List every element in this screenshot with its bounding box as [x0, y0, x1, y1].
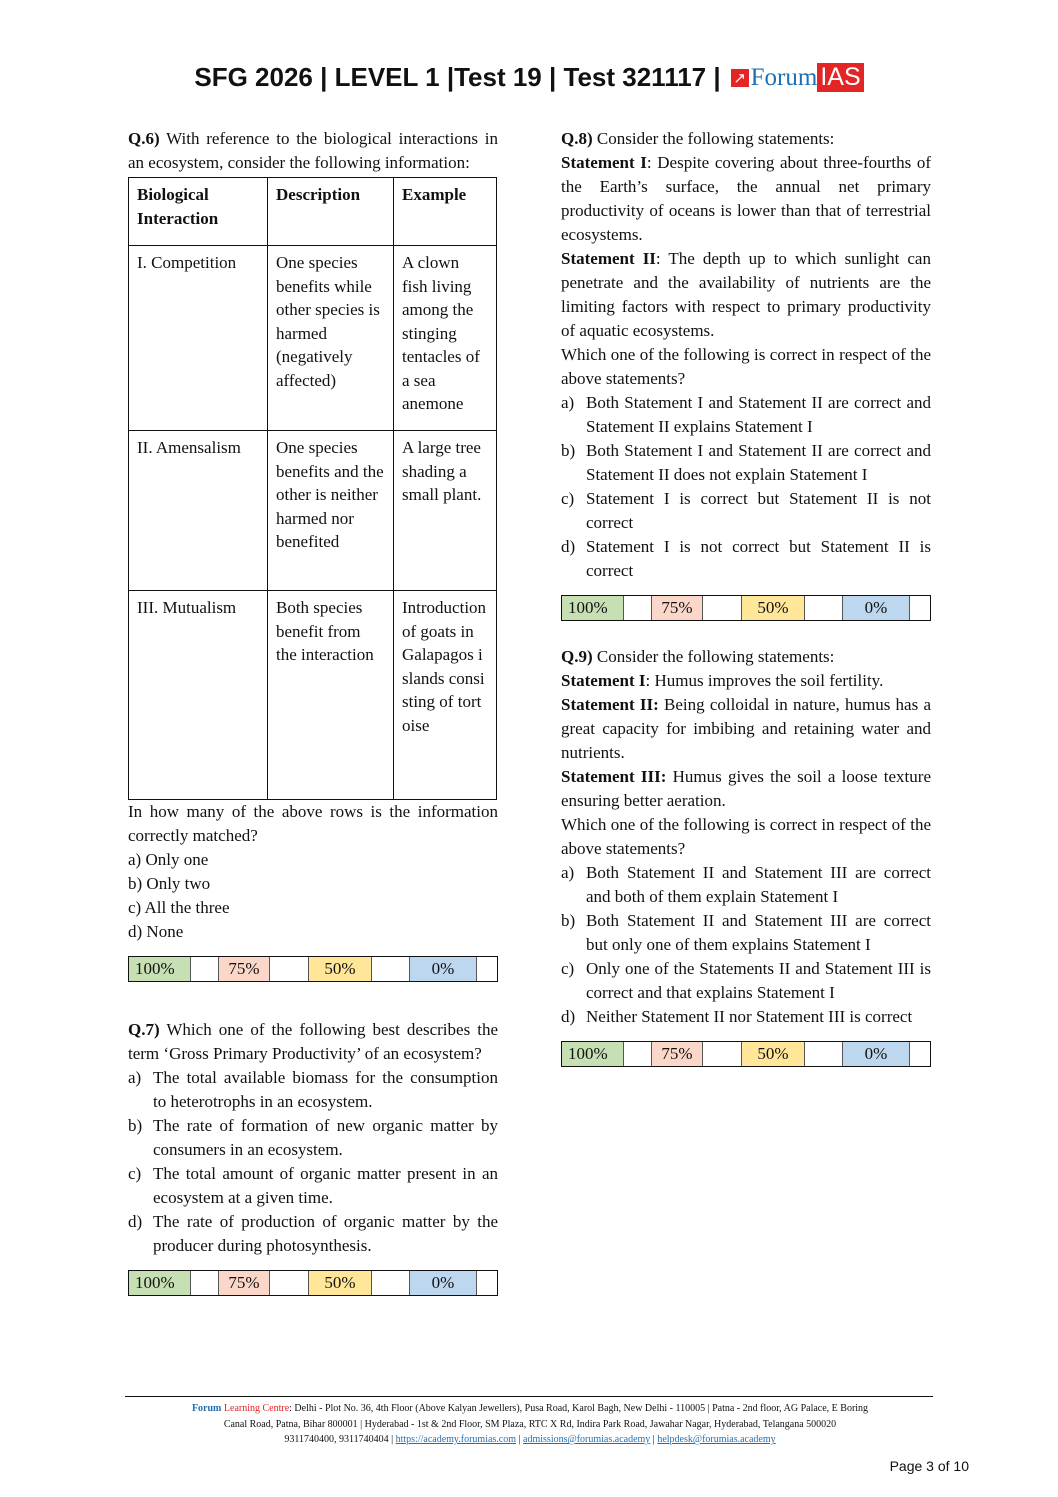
q9-text: Q.9) Consider the following statements: — [561, 647, 835, 666]
q6-option: b) Only two — [128, 874, 211, 893]
q8-text: Q.8) Consider the following statements: — [561, 129, 835, 148]
q8-question: Which one of the following is correct in respect of the above statements? — [561, 345, 931, 388]
q9-option: c) Only one of the Statements II and Statement III is correct and that explains Statement I — [561, 959, 931, 1002]
table-row: I. Competition One species benefits while other species is harmed (negatively affected) A clown fish living among the stinging tentacles of a sea anemone — [129, 246, 497, 431]
q8-option: b) Both Statement I and Statement II are correct and Statement II does not explain Statement I — [561, 441, 931, 484]
website-link[interactable]: https://academy.forumias.com — [395, 1434, 517, 1445]
forumias-logo — [731, 63, 864, 92]
q9-option: d) Neither Statement II nor Statement III is correct — [561, 1007, 913, 1026]
q8-statement-1: Statement I: Despite covering about three-fourths of the Earth’s surface, the annual net primary productivity of oceans is lower than that of terrestrial ecosystems. — [561, 153, 931, 244]
score-bar: 100% 75% 50% 0% — [561, 1041, 931, 1067]
page-number: Page 3 of 10 — [889, 1458, 969, 1474]
q6-option: c) All the three — [128, 898, 230, 917]
q9-question: Which one of the following is correct in respect of the above statements? — [561, 815, 931, 858]
q6-text: Q.6) With reference to the biological interactions in an ecosystem, consider the following information: — [128, 129, 498, 172]
right-column — [561, 127, 931, 1079]
q7-option: d) The rate of production of organic matter by the producer during photosynthesis. — [128, 1212, 498, 1255]
arrow-icon: ↗ — [731, 69, 749, 87]
q6-option: a) Only one — [128, 850, 209, 869]
admissions-email-link[interactable]: admissions@forumias.academy — [523, 1434, 651, 1445]
q7-option: b) The rate of formation of new organic matter by consumers in an ecosystem. — [128, 1116, 498, 1159]
q7-option: c) The total amount of organic matter present in an ecosystem at a given time. — [128, 1164, 498, 1207]
table-header: Biological Interaction Description Example — [129, 178, 497, 246]
table-row: II. Amensalism One species benefits and the other is neither harmed nor benefited A large tree shading a small plant. — [129, 431, 497, 591]
table-row: III. Mutualism Both species benefit from the interaction Introduction of goats in Galapagos islands consisting of tortoise — [129, 591, 497, 800]
header — [0, 62, 1058, 93]
q9-option: a) Both Statement II and Statement III are correct and both of them explain Statement I — [561, 863, 931, 906]
logo-forum: Forum — [750, 63, 818, 91]
logo-ias: IAS — [817, 63, 863, 92]
q6-table — [128, 177, 497, 800]
helpdesk-email-link[interactable]: helpdesk@forumias.academy — [657, 1434, 776, 1445]
q6-question: In how many of the above rows is the information correctly matched? — [128, 802, 498, 845]
score-bar: 100% 75% 50% 0% — [128, 956, 498, 982]
footer-divider — [125, 1396, 933, 1397]
score-bar: 100% 75% 50% 0% — [561, 595, 931, 621]
left-column — [128, 127, 498, 1308]
q8-option: a) Both Statement I and Statement II are correct and Statement II explains Statement I — [561, 393, 931, 436]
q9-option: b) Both Statement II and Statement III are correct but only one of them explains Statement I — [561, 911, 931, 954]
q9-statement-1: Statement I: Humus improves the soil fertility. — [561, 671, 884, 690]
score-bar: 100% 75% 50% 0% — [128, 1270, 498, 1296]
q7-text: Q.7) Which one of the following best describes the term ‘Gross Primary Productivity’ of an ecosystem? — [128, 1020, 498, 1063]
q7-option: a) The total available biomass for the consumption to heterotrophs in an ecosystem. — [128, 1068, 498, 1111]
q9-statement-2: Statement II: Being colloidal in nature, humus has a great capacity for imbibing and retaining water and nutrients. — [561, 695, 931, 762]
q9-statement-3: Statement III: Humus gives the soil a loose texture ensuring better aeration. — [561, 767, 931, 810]
q6-option: d) None — [128, 922, 184, 941]
footer: Forum Learning Centre: Delhi - Plot No. 36, 4th Floor (Above Kalyan Jewellers), Pusa Road, Karol Bagh, New Delhi - 110005 | Patna - 2nd floor, AG Palace, E Boring Canal Road, Patna, Bihar 800001 | Hyderabad - 1st & 2nd Floor, SM Plaza, RTC X Rd, Indira Park Road, Jawahar Nagar, Hyderabad, Telangana 500020 9311740400, 9311740404 | https://academy.forumias.com | admissions@forumias.academy | helpdesk@forumias.academy — [191, 1403, 869, 1445]
q8-option: d) Statement I is not correct but Statement II is correct — [561, 537, 931, 580]
q8-option: c) Statement I is correct but Statement II is not correct — [561, 489, 931, 532]
page-title: SFG 2026 | LEVEL 1 |Test 19 | Test 321117 | — [194, 62, 721, 92]
q8-statement-2: Statement II: The depth up to which sunlight can penetrate and the availability of nutrients are the limiting factors with respect to primary productivity of aquatic ecosystems. — [561, 249, 931, 340]
